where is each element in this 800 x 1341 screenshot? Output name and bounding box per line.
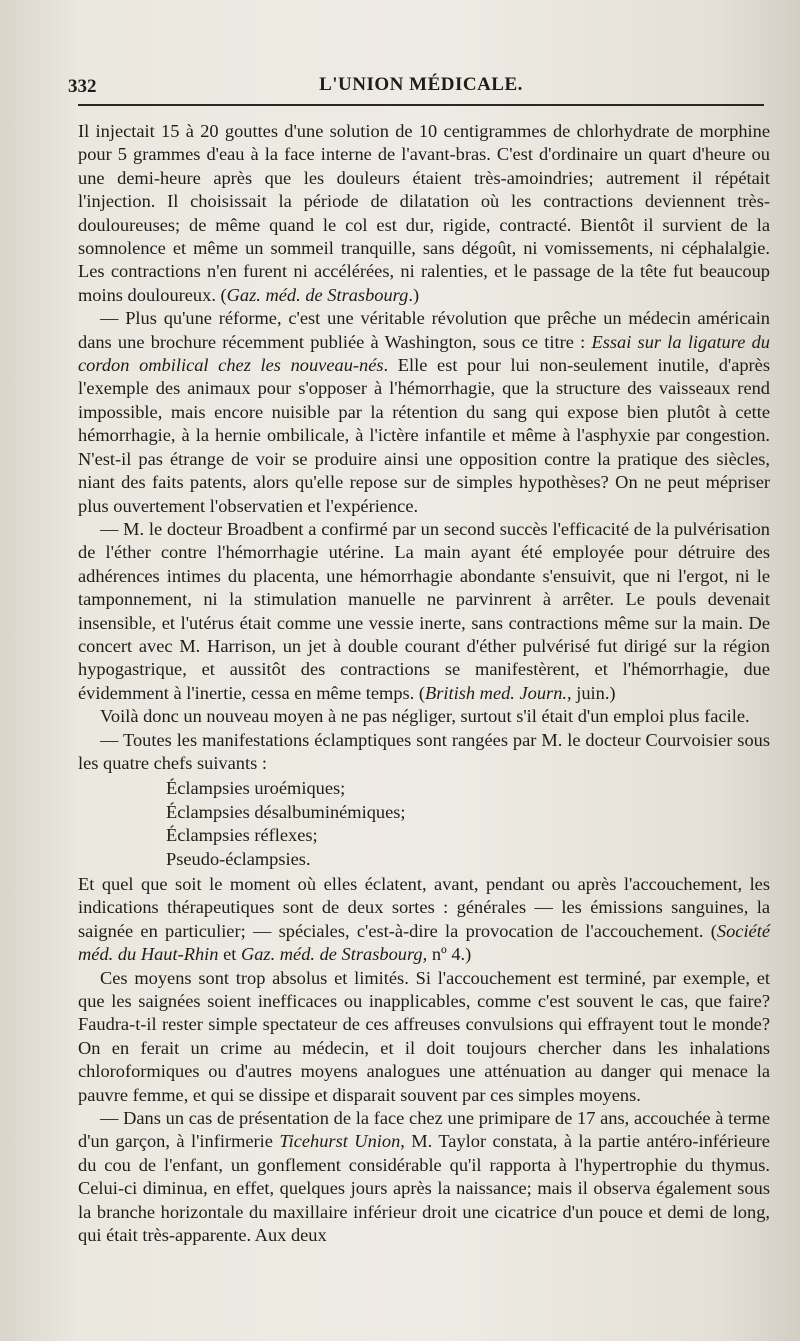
- paragraph: [78, 967, 770, 1107]
- running-header: [68, 74, 764, 106]
- list-item: Pseudo-éclampsies.: [166, 848, 311, 869]
- paragraph: [78, 120, 770, 307]
- italic-citation: Société méd. du Haut-Rhin: [78, 920, 770, 965]
- text-run: — M. le docteur Broadbent a confirmé par un second succès l'efficacité de la pulvérisation de l'éther contre l'hémorrhagie utérine. La main ayant été employée pour détruire des adhérences intimes du placenta, une hémorrhagie abondante s'ensuivit, que ni l'ergot, ni le tamponnement, ni la stimulation manuelle ne parvinrent à arrêter. Le pouls devenait insensible, et l'utérus était comme une vessie inerte, sans contractions même sur la main. De concert avec M. Harrison, un jet à double courant d'éther pulvérisé fut dirigé sur la région hypogastrique, et aussitôt des contractions se manifestèrent, et l'hémorrhagie, due évidemment à l'inertie, cessa en même temps. (: [78, 518, 770, 703]
- paragraph-group-before-list: [78, 120, 770, 775]
- eclampsia-classification-list: [78, 777, 770, 871]
- italic-citation: Gaz. méd. de Strasbourg: [226, 284, 409, 305]
- text-run: Ces moyens sont trop absolus et limités. Si l'accouchement est terminé, par exemple, et que les saignées soient inefficaces ou inapplicables, comme c'est souvent le cas, que faire? Faudra-t-il rester simple spectateur de ces affreuses convulsions qui effrayent tout le monde? On en ferait un crime au médecin, et il doit toujours chercher dans les inhalations chloroformiques ou d'autres moyens analogues une atténuation au danger qui menace la pauvre femme, et qui se dissipe et disparait souvent par ces simples moyens.: [78, 967, 770, 1105]
- text-run: .): [408, 284, 420, 305]
- text-run: Voilà donc un nouveau moyen à ne pas négliger, surtout s'il était d'un emploi plus facile.: [100, 706, 750, 727]
- list-item: Éclampsies uroémiques;: [166, 778, 346, 799]
- text-run: Et quel que soit le moment où elles éclatent, avant, pendant ou après l'accouchement, les indications thérapeutiques sont de deux sortes : générales — les émissions sanguines, la saignée en particulier; — spéciales, c'est-à-dire la provocation de l'accouchement. (: [78, 874, 770, 941]
- paragraph: [78, 705, 770, 728]
- text-run: Il injectait 15 à 20 gouttes d'une solution de 10 centigrammes de chlorhydrate de morphine pour 5 grammes d'eau à la face interne de l'avant-bras. C'est d'ordinaire un quart d'heure ou une demi-heure après que les douleurs étaient très-amoindries; autrement il répétait l'injection. Il choisissait la période de dilatation où les contractions deviennent très-douloureuses; de même quand le col est dur, rigide, contracté. Bientôt il survient de la somnolence et même un sommeil tranquille, sans dégoût, ni vomissements, ni céphalalgie. Les contractions n'en furent ni accélérées, ni ralenties, et le passage de la tête fut beaucoup moins douloureux. (: [78, 121, 770, 305]
- text-run: — Dans un cas de présentation de la face chez une primipare de 17 ans, accouchée à terme d'un garçon, à l'infirmerie: [78, 1108, 770, 1152]
- text-run: et: [218, 944, 241, 965]
- paragraph: [78, 729, 770, 776]
- text-run: , M. Taylor constata, à la partie antéro-inférieure du cou de l'enfant, un gonflement considérable qu'il rapporta à l'hypertrophie du thymus. Celui-ci diminua, en effet, quelques jours après la naissance; mais il observa également sous la branche horizontale du maxillaire inférieur droit une cicatrice d'un pouce et demi de long, qui était très-apparente. Aux deux: [78, 1131, 770, 1246]
- paragraph: [78, 518, 770, 705]
- article-body: [78, 120, 770, 1248]
- paragraph: [78, 1107, 770, 1247]
- italic-citation: British med. Journ.: [425, 682, 568, 703]
- paragraph: [78, 307, 770, 518]
- list-item: Éclampsies désalbuminémiques;: [166, 801, 406, 822]
- italic-citation: Gaz. méd. de Strasbourg: [240, 944, 423, 965]
- page-number: 332: [68, 76, 97, 97]
- list-item: Éclampsies réflexes;: [166, 825, 318, 846]
- text-run: . Elle est pour lui non-seulement inutile, d'après l'exemple des animaux pour s'opposer à l'hémorrhagie, que la structure des vaisseaux rend impossible, mais encore nuisible par la rétention du sang qui expose bien plutôt à cette hémorrhagie, à la hernie ombilicale, à l'ictère infantile et même à l'asphyxie par congestion. N'est-il pas étrange de voir se produire ainsi une opposition contre la pratique des siècles, niant des faits patents, alors qu'elle repose sur de simples hypothèses? On ne peut mépriser plus ouvertement l'observatien et l'expérience.: [78, 355, 770, 516]
- text-run: — Toutes les manifestations éclamptiques sont rangées par M. le docteur Courvoisier sous les quatre chefs suivants :: [78, 729, 770, 773]
- paragraph: [78, 873, 770, 967]
- italic-citation: Essai sur la ligature du cordon ombilical chez les nouveau-nés: [78, 331, 770, 376]
- text-run: — Plus qu'une réforme, c'est une véritable révolution que prêche un médecin américain dans une brochure récemment publiée à Washington, sous ce titre :: [78, 308, 770, 352]
- italic-citation: Ticehurst Union: [279, 1131, 401, 1152]
- text-run: , nº 4.): [422, 944, 472, 965]
- paragraph-group-after-list: [78, 873, 770, 1248]
- text-run: , juin.): [567, 682, 616, 703]
- journal-title: L'UNION MÉDICALE.: [319, 74, 523, 95]
